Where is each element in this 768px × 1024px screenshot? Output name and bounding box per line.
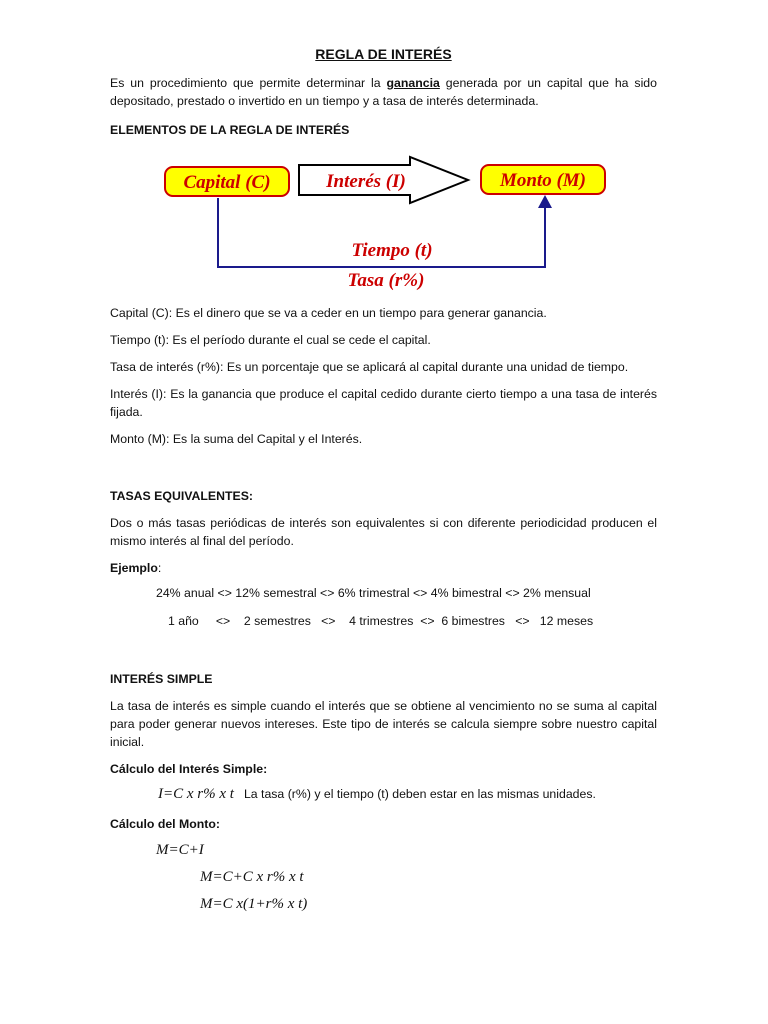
page-title: REGLA DE INTERÉS [315, 46, 452, 62]
monto-label: Monto (M) [499, 170, 587, 191]
amount-formula-2: M=C+C x r% x t [200, 869, 304, 885]
definition-tiempo: Tiempo (t): Es el período durante el cual se cede el capital. [110, 333, 431, 347]
amount-formula-3: M=C x(1+r% x t) [200, 896, 308, 912]
intro-bold-word: ganancia [386, 76, 440, 90]
example-rates-line: 24% anual <> 12% semestral <> 6% trimestral <> 4% bimestral <> 2% mensual [156, 586, 591, 600]
example-word: Ejemplo [110, 561, 158, 575]
intro-text-2: generada por un capital que ha sido depositado, prestado o invertido en un tiempo y a tasa de interés determinada. [110, 76, 657, 108]
rate-label: Tasa (r%) [347, 270, 425, 291]
example-periods-line: 1 año <> 2 semestres <> 4 trimestres <> 6 bimestres <> 12 meses [168, 614, 594, 628]
equivalent-rates-paragraph: Dos o más tasas periódicas de interés son equivalentes si con diferente periodicidad producen el mismo interés al final del período. [110, 516, 657, 548]
intro-paragraph [110, 74, 657, 110]
connector-arrowhead [538, 195, 552, 208]
interest-rule-diagram [155, 148, 625, 298]
heading-amount-calc: Cálculo del Monto: [110, 817, 220, 831]
interest-formula: I=C x r% x t [158, 786, 234, 802]
interest-label: Interés (I) [326, 171, 406, 192]
definition-capital: Capital (C): Es el dinero que se va a ceder en un tiempo para generar ganancia. [110, 306, 547, 320]
simple-interest-paragraph: La tasa de interés es simple cuando el interés que se obtiene al vencimiento no se suma al capital para poder generar nuevos intereses. Este tipo de interés se calcula siempre sobre nuestro capital inicial. [110, 699, 657, 749]
example-colon: : [157, 561, 162, 575]
definition-tasa: Tasa de interés (r%): Es un porcentaje que se aplicará al capital durante una unidad de tiempo. [110, 360, 629, 374]
heading-simple-interest: INTERÉS SIMPLE [110, 672, 213, 686]
heading-interest-calc: Cálculo del Interés Simple: [110, 762, 268, 776]
heading-elements: ELEMENTOS DE LA REGLA DE INTERÉS [110, 123, 350, 137]
interest-formula-row [158, 786, 596, 803]
definition-interes: Interés (I): Es la ganancia que produce el capital cedido durante cierto tiempo a una tasa de interés fijada. [110, 387, 657, 419]
heading-equivalent-rates: TASAS EQUIVALENTES: [110, 489, 254, 503]
time-label: Tiempo (t) [351, 240, 433, 261]
example-label [110, 559, 657, 577]
intro-text-1: Es un procedimiento que permite determinar la [110, 76, 387, 90]
definition-monto: Monto (M): Es la suma del Capital y el Interés. [110, 432, 363, 446]
interest-formula-note: La tasa (r%) y el tiempo (t) deben estar en las mismas unidades. [243, 787, 596, 801]
amount-formula-1: M=C+I [156, 842, 204, 858]
capital-label: Capital (C) [183, 172, 271, 193]
